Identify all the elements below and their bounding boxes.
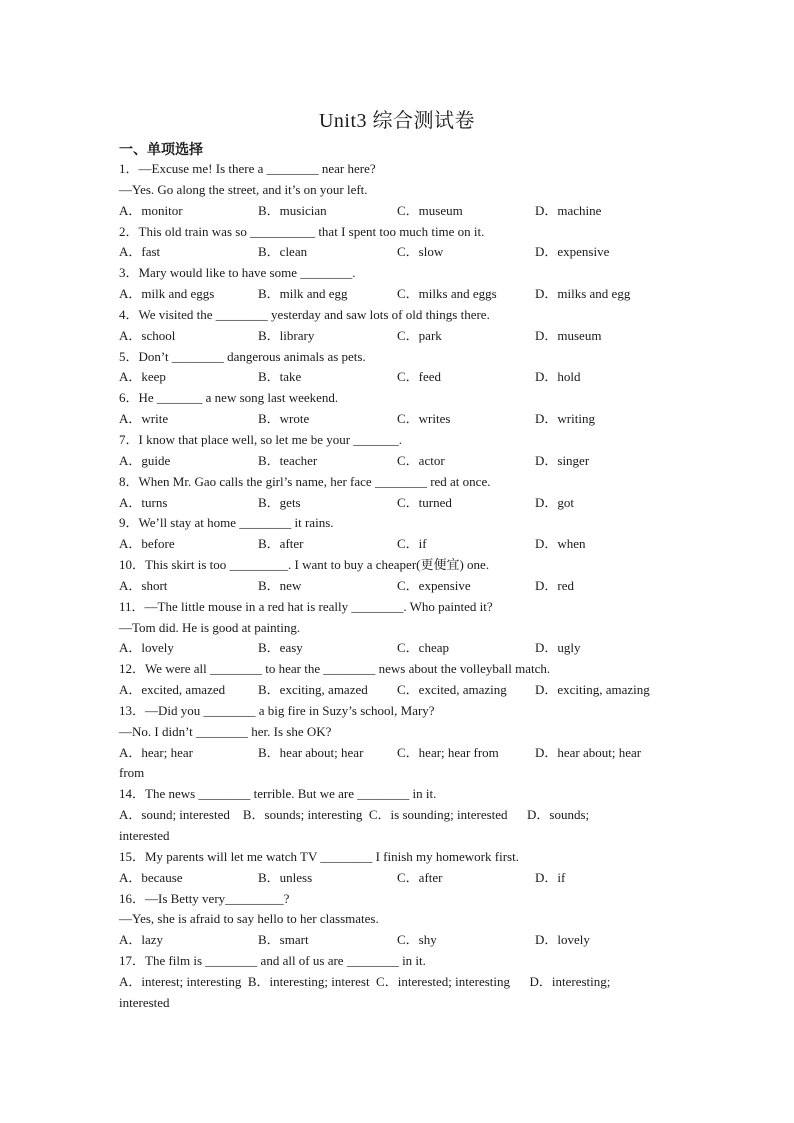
option-c: C．actor [397,452,445,468]
option-b: B．milk and egg [258,286,348,302]
option-c: C．hear; hear from [397,744,499,760]
option-c: C．shy [397,932,437,948]
question-item [119,222,679,264]
question-item [119,513,679,555]
options-row [119,242,679,263]
option-a: A．lovely [119,640,174,656]
option-b: B．musician [258,202,327,218]
option-b: B．unless [258,869,313,885]
option-c: C．writes [397,411,451,427]
question-stem: 7．I know that place well, so let me be your _______. [119,431,403,447]
options-line: A．interest; interesting B．interesting; interest C．interested; interesting D．interesting; [119,973,611,989]
question-stem: 11．—The little mouse in a red hat is really ________. Who painted it? [119,598,493,614]
question-item [119,159,679,222]
question-item [119,347,679,389]
option-c: C．slow [397,244,444,260]
options-row [119,638,679,659]
option-d: D．milks and egg [535,286,631,302]
option-b: B．library [258,327,315,343]
option-d: D．if [535,869,566,885]
section-heading: 一、单项选择 [119,142,203,158]
option-b: B．clean [258,244,308,260]
options-wrap-line: from [119,765,145,781]
option-b: B．new [258,577,302,593]
option-c: C．expensive [397,577,471,593]
question-stem: 13．—Did you ________ a big fire in Suzy’s school, Mary? [119,702,435,718]
option-c: C．museum [397,202,463,218]
option-a: A．lazy [119,932,164,948]
option-c: C．feed [397,369,442,385]
question-dialogue-line: —No. I didn’t ________ her. Is she OK? [119,723,332,739]
option-d: D．machine [535,202,602,218]
option-b: B．exciting, amazed [258,682,368,698]
question-stem: 16．—Is Betty very_________? [119,890,290,906]
options-row [119,409,679,430]
option-c: C．cheap [397,640,449,656]
option-d: D．when [535,536,586,552]
option-d: D．museum [535,327,602,343]
question-item [119,597,679,660]
option-d: D．ugly [535,640,581,656]
options-row [119,868,679,889]
question-item [119,263,679,305]
question-item [119,472,679,514]
option-a: A．fast [119,244,161,260]
options-row [119,534,679,555]
option-a: A．monitor [119,202,183,218]
options-row [119,451,679,472]
question-item [119,847,679,889]
options-row [119,284,679,305]
options-row [119,367,679,388]
question-item [119,388,679,430]
option-b: B．wrote [258,411,310,427]
question-item [119,951,679,1014]
question-dialogue-line: —Yes, she is afraid to say hello to her classmates. [119,911,379,927]
options-row [119,201,679,222]
option-c: C．park [397,327,442,343]
option-d: D．expensive [535,244,610,260]
options-row [119,493,679,514]
option-a: A．hear; hear [119,744,193,760]
page-title: Unit3 综合测试卷 [318,110,476,132]
options-row [119,930,679,951]
option-d: D．red [535,577,574,593]
question-item [119,701,679,784]
question-stem: 15．My parents will let me watch TV ________ I finish my homework first. [119,848,519,864]
question-stem: 8．When Mr. Gao calls the girl’s name, her face ________ red at once. [119,473,491,489]
question-item [119,430,679,472]
option-b: B．after [258,536,304,552]
question-item [119,555,679,597]
option-c: C．after [397,869,443,885]
question-stem: 10．This skirt is too _________. I want to buy a cheaper(更便宜) one. [119,557,490,573]
option-b: B．take [258,369,302,385]
option-b: B．teacher [258,452,318,468]
question-item [119,784,679,847]
question-stem: 9．We’ll stay at home ________ it rains. [119,515,334,531]
options-row [119,680,679,701]
question-item [119,305,679,347]
options-line: A．sound; interested B．sounds; interesting C．is sounding; interested D．sounds; [119,807,590,823]
option-c: C．excited, amazing [397,682,507,698]
option-a: A．excited, amazed [119,682,226,698]
option-d: D．hear about; hear [535,744,642,760]
question-list [119,159,679,1014]
option-d: D．exciting, amazing [535,682,650,698]
option-a: A．before [119,536,175,552]
option-a: A．write [119,411,169,427]
question-item [119,659,679,701]
option-d: D．hold [535,369,581,385]
question-stem: 3．Mary would like to have some ________. [119,265,356,281]
option-a: A．milk and eggs [119,286,215,302]
options-row [119,576,679,597]
question-dialogue-line: —Tom did. He is good at painting. [119,619,301,635]
options-row [119,743,679,764]
option-a: A．turns [119,494,168,510]
options-row [119,326,679,347]
question-item [119,889,679,952]
question-stem: 14．The news ________ terrible. But we are ________ in it. [119,786,437,802]
options-wrap-line: interested [119,994,170,1010]
options-wrap-line: interested [119,828,170,843]
question-stem: 1．—Excuse me! Is there a ________ near here? [119,161,376,176]
option-a: A．keep [119,369,166,385]
option-a: A．guide [119,452,171,468]
option-c: C．turned [397,494,452,510]
question-stem: 5．Don’t ________ dangerous animals as pets. [119,348,366,364]
question-stem: 4．We visited the ________ yesterday and saw lots of old things there. [119,306,490,322]
option-a: A．because [119,869,183,885]
option-c: C．if [397,536,427,552]
option-c: C．milks and eggs [397,286,497,302]
option-b: B．easy [258,640,303,656]
question-stem: 6．He _______ a new song last weekend. [119,390,339,406]
option-d: D．lovely [535,932,590,948]
option-b: B．gets [258,494,301,510]
option-b: B．smart [258,932,309,948]
option-a: A．short [119,577,168,593]
option-d: D．got [535,494,575,510]
question-dialogue-line: —Yes. Go along the street, and it’s on your left. [119,181,368,197]
option-b: B．hear about; hear [258,744,364,760]
question-stem: 2．This old train was so __________ that I spent too much time on it. [119,223,485,239]
question-stem: 12．We were all ________ to hear the ________ news about the volleyball match. [119,661,551,677]
option-a: A．school [119,327,176,343]
option-d: D．singer [535,452,590,468]
question-stem: 17．The film is ________ and all of us are ________ in it. [119,953,426,969]
option-d: D．writing [535,411,595,427]
